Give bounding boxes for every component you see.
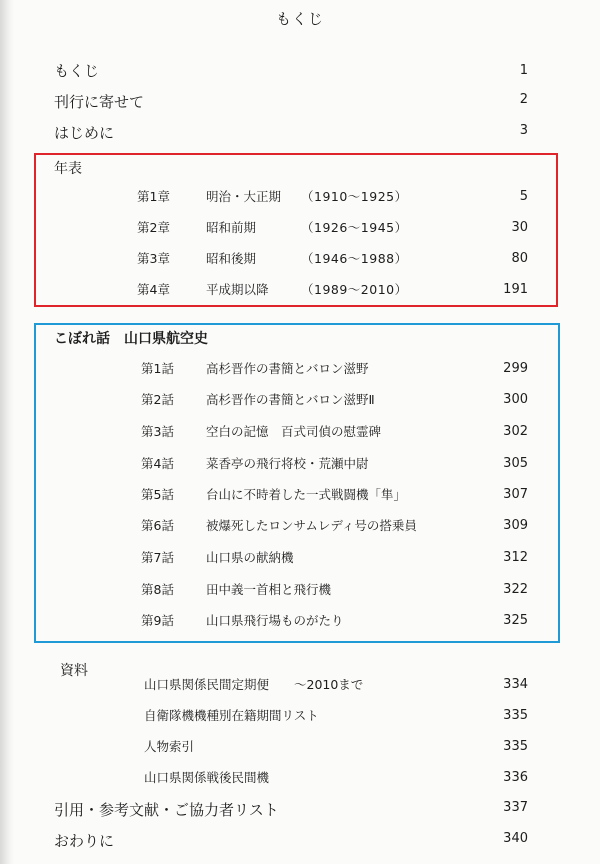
toc-entry-label: 刊行に寄せて [54,93,145,111]
page-number: 302 [503,424,528,439]
story-item[interactable] [0,389,600,411]
story-number: 第2話 [141,392,174,407]
story-number: 第1話 [141,361,174,376]
page-number: 336 [503,770,528,785]
story-item[interactable] [0,610,600,632]
toc-entry-label: 引用・参考文献・ご協力者リスト [54,801,279,819]
page-number: 2 [519,92,528,107]
page-number: 340 [503,831,528,846]
chapter-year-range: （1926～1945） [301,220,408,235]
chapter-year-range: （1910～1925） [301,189,408,204]
materials-item-name: 山口県関係戦後民間機 [144,770,270,785]
page-number: 1 [519,63,528,78]
page-number: 30 [511,220,528,235]
story-item[interactable] [0,515,600,537]
materials-item[interactable] [0,736,600,758]
toc-entry-contents-page-row [0,60,600,82]
chapter-year-range: （1946～1988） [301,251,408,266]
story-number: 第7話 [141,550,174,565]
toc-entry-label: はじめに [54,124,115,142]
story-item[interactable] [0,421,600,443]
chronology-item[interactable] [0,217,600,239]
toc-entry-references-page-row [0,797,600,819]
page-number: 309 [503,518,528,533]
story-name: 山口県の献納機 [206,550,294,565]
story-item[interactable] [0,484,600,506]
story-name: 台山に不時着した一式戦闘機「隼」 [206,487,407,502]
materials-item[interactable] [0,767,600,789]
materials-item-name: 自衛隊機機種別在籍期間リスト [144,708,319,723]
story-name: 高杉晋作の書簡とバロン滋野 [206,361,369,376]
story-name: 菜香亭の飛行将校・荒瀬中尉 [206,456,369,471]
page-number: 322 [503,582,528,597]
chronology-item[interactable] [0,248,600,270]
stories-section-title: こぼれ話 山口県航空史 [54,331,208,347]
story-number: 第8話 [141,582,174,597]
story-number: 第5話 [141,487,174,502]
page-number: 191 [503,282,528,297]
chapter-number: 第1章 [137,189,170,204]
chapter-name: 明治・大正期 [206,189,282,204]
chapter-name: 昭和後期 [206,251,257,266]
page-number: 299 [503,361,528,376]
materials-item[interactable] [0,705,600,727]
chapter-number: 第2章 [137,220,170,235]
story-number: 第3話 [141,424,174,439]
toc-entry-foreword-page-row [0,89,600,111]
story-name: 空白の記憶 百式司偵の慰霊碑 [206,424,382,439]
toc-entry-afterword-page-row [0,828,600,850]
chapter-name: 平成期以降 [206,282,269,297]
page-number: 5 [519,189,528,204]
chapter-name: 昭和前期 [206,220,257,235]
story-item[interactable] [0,453,600,475]
toc-entry-label: おわりに [54,832,115,850]
page-number: 335 [503,708,528,723]
story-item[interactable] [0,358,600,380]
page-number: 334 [503,677,528,692]
page-title: もくじ [275,10,324,28]
page-number: 3 [519,123,528,138]
page-number: 80 [511,251,528,266]
story-item[interactable] [0,547,600,569]
chronology-section-title: 年表 [54,161,82,177]
page-number: 325 [503,613,528,628]
chapter-number: 第3章 [137,251,170,266]
chapter-number: 第4章 [137,282,170,297]
page-number: 312 [503,550,528,565]
page-number: 305 [503,456,528,471]
chronology-item[interactable] [0,279,600,301]
story-name: 田中義一首相と飛行機 [206,582,332,597]
story-name: 被爆死したロンサムレディ号の搭乗員 [206,518,417,533]
toc-entry-introduction-page-row [0,120,600,142]
page-number: 337 [503,800,528,815]
materials-item-name: 人物索引 [144,739,195,754]
materials-item-name: 山口県関係民間定期便 ～2010まで [144,677,364,692]
story-number: 第6話 [141,518,174,533]
story-number: 第4話 [141,456,174,471]
chapter-year-range: （1989～2010） [301,282,408,297]
toc-entry-label: もくじ [54,62,100,80]
story-item[interactable] [0,579,600,601]
materials-section-title: 資料 [60,663,88,679]
story-name: 山口県飛行場ものがたり [206,613,344,628]
story-name: 高杉晋作の書簡とバロン滋野Ⅱ [206,392,375,407]
page-number: 335 [503,739,528,754]
chronology-item[interactable] [0,186,600,208]
materials-item[interactable] [0,674,600,696]
page-number: 307 [503,487,528,502]
story-number: 第9話 [141,613,174,628]
page-number: 300 [503,392,528,407]
